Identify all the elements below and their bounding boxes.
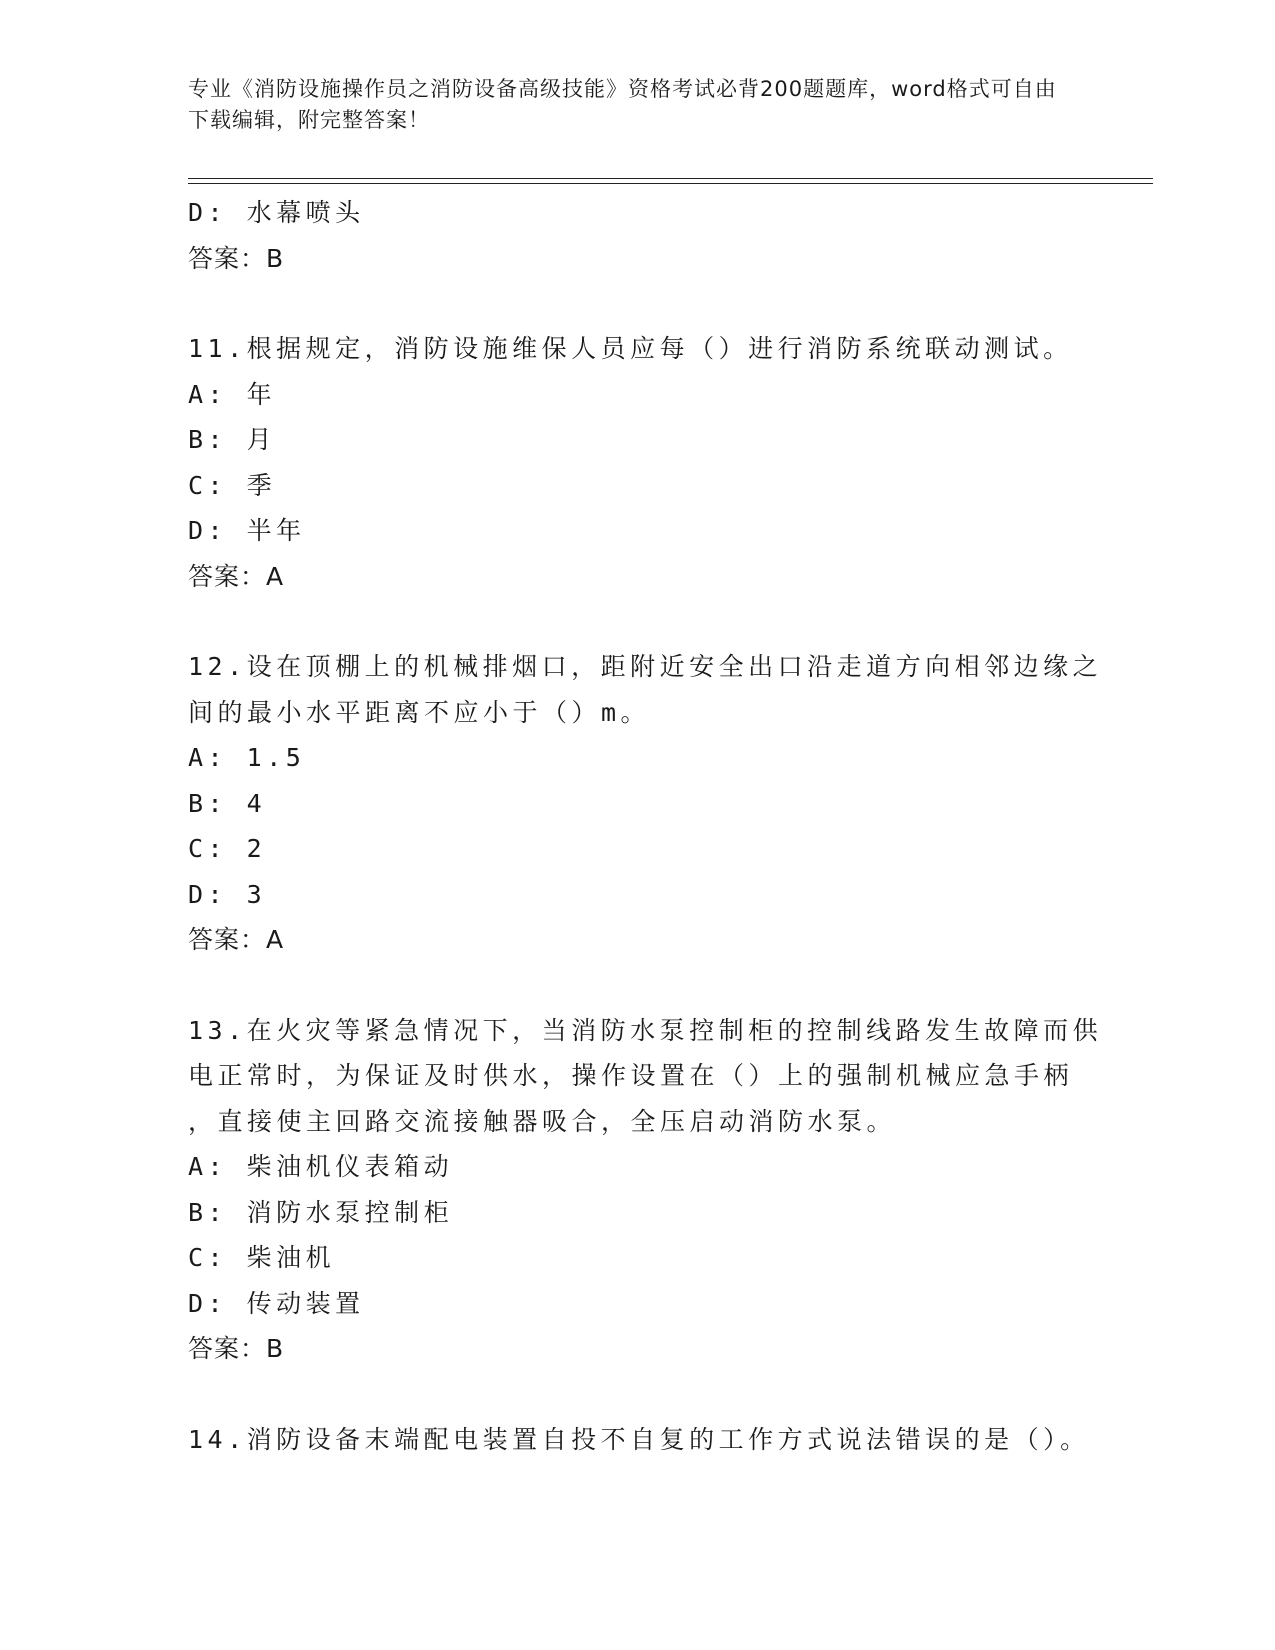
question-stem: 11.根据规定，消防设施维保人员应每（）进行消防系统联动测试。 — [188, 334, 1073, 363]
question-block — [188, 326, 1088, 599]
option-c: C: 季 — [188, 470, 277, 500]
question-stem: ，直接使主回路交流接触器吸合，全压启动消防水泵。 — [188, 1106, 897, 1136]
option-a: A: 柴油机仪表箱动 — [188, 1152, 454, 1181]
answer-line: 答案：B — [188, 1334, 285, 1363]
answer-line: 答案：A — [188, 561, 285, 591]
option-c: C: 2 — [188, 834, 267, 863]
answer-line: 答案：B — [188, 243, 285, 273]
option-d: D: 传动装置 — [188, 1288, 365, 1318]
option-c: C: 柴油机 — [188, 1243, 336, 1272]
header-divider-bottom — [188, 183, 1153, 184]
header-text: 专业《消防设施操作员之消防设备高级技能》资格考试必背200题题库，word格式可自由下载编辑，附完整答案！ — [188, 77, 1057, 132]
question-stem: 13.在火灾等紧急情况下，当消防水泵控制柜的控制线路发生故障而供 — [188, 1015, 1103, 1045]
answer-line: 答案：A — [188, 925, 285, 954]
question-list — [188, 190, 1103, 1462]
option-b: B: 月 — [188, 425, 277, 454]
header-divider-top — [188, 178, 1153, 179]
question-block — [188, 1417, 1088, 1463]
option-a: A: 年 — [188, 379, 277, 409]
option-b: B: 4 — [188, 788, 267, 818]
option-d: D: 半年 — [188, 516, 306, 545]
question-block — [188, 644, 1103, 963]
option-b: B: 消防水泵控制柜 — [188, 1197, 454, 1227]
question-stem: 14.消防设备末端配电装置自投不自复的工作方式说法错误的是（）。 — [188, 1424, 1090, 1454]
option-d: D: 3 — [188, 879, 267, 909]
document-header — [188, 74, 1068, 136]
question-block — [188, 1008, 1103, 1372]
option-a: A: 1.5 — [188, 743, 306, 772]
question-stem: 12.设在顶棚上的机械排烟口，距附近安全出口沿走道方向相邻边缘之 — [188, 652, 1103, 681]
question-stem: 间的最小水平距离不应小于（）m。 — [188, 697, 651, 727]
option-d: D: 水幕喷头 — [188, 198, 365, 227]
question-stem: 电正常时，为保证及时供水，操作设置在（）上的强制机械应急手柄 — [188, 1061, 1074, 1090]
